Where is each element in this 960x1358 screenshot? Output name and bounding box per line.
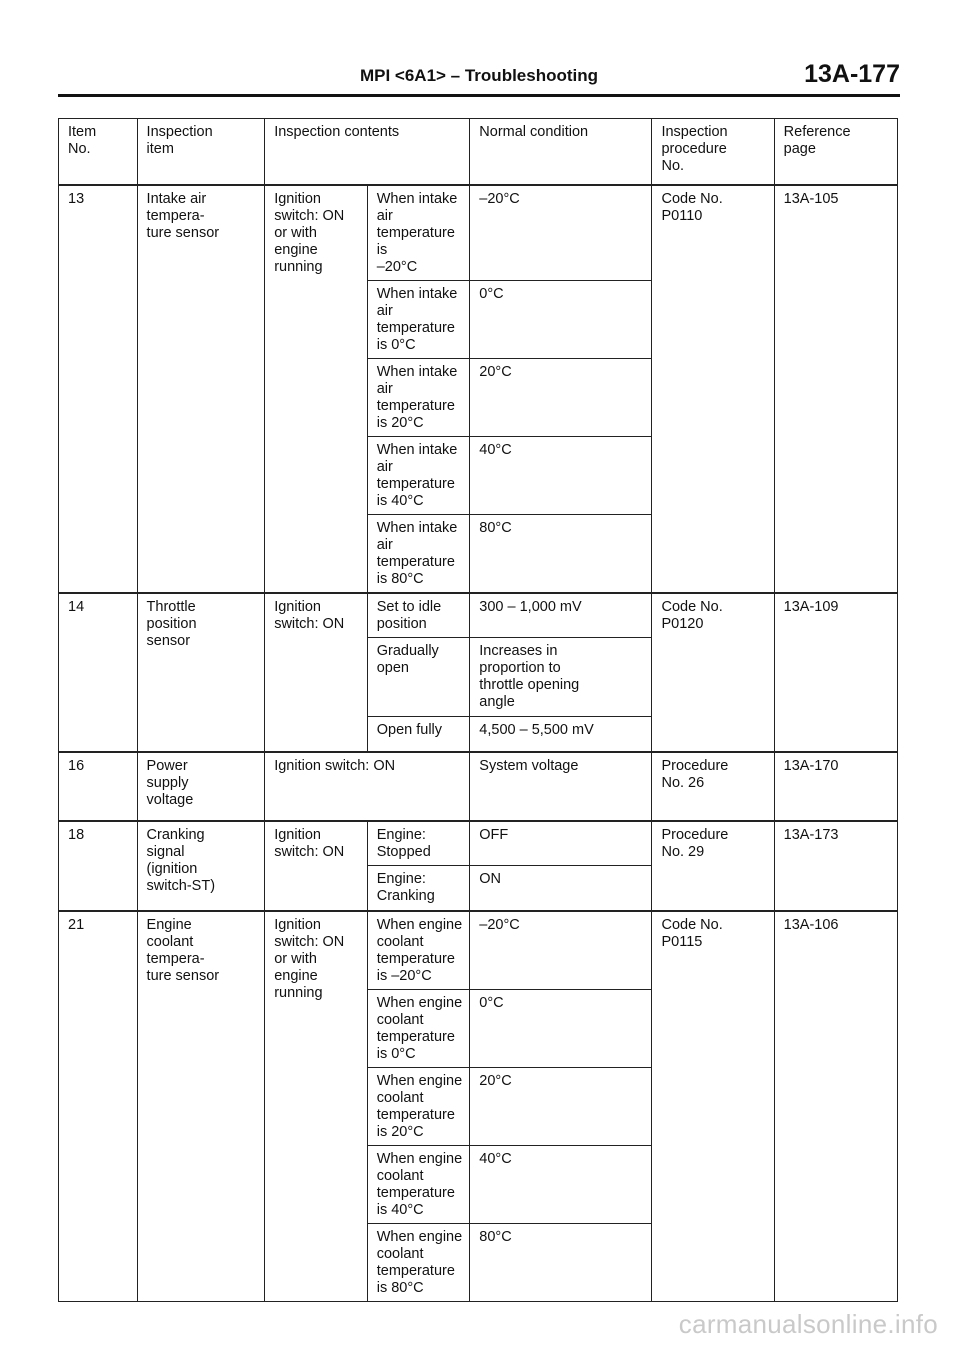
table-row: [59, 593, 898, 638]
page-number: 13A-177: [804, 60, 900, 88]
inspection-procedure: Code No. P0115: [652, 911, 774, 1302]
inspection-condition: Ignition switch: ON: [265, 821, 368, 911]
item-number: 13: [59, 185, 138, 593]
normal-condition: 0°C: [470, 281, 652, 359]
inspection-sub-condition: Open fully: [367, 717, 470, 753]
item-number: 16: [59, 752, 138, 821]
inspection-condition: Ignition switch: ON: [265, 752, 470, 821]
normal-condition: 40°C: [470, 437, 652, 515]
inspection-item: Power supply voltage: [137, 752, 265, 821]
header-reference-page: Reference page: [774, 119, 897, 186]
normal-condition: –20°C: [470, 911, 652, 990]
inspection-sub-condition: When intake air temperature is 20°C: [367, 359, 470, 437]
inspection-sub-condition: When intake air temperature is 40°C: [367, 437, 470, 515]
inspection-item: Cranking signal (ignition switch-ST): [137, 821, 265, 911]
normal-condition: 300 – 1,000 mV: [470, 593, 652, 638]
normal-condition: 0°C: [470, 990, 652, 1068]
item-number: 18: [59, 821, 138, 911]
table-header-row: [59, 119, 898, 186]
inspection-item: Throttle position sensor: [137, 593, 265, 752]
reference-page: 13A-173: [774, 821, 897, 911]
inspection-procedure: Code No. P0110: [652, 185, 774, 593]
inspection-sub-condition: When intake air temperature is 80°C: [367, 515, 470, 594]
inspection-sub-condition: When engine coolant temperature is 80°C: [367, 1224, 470, 1302]
normal-condition: –20°C: [470, 185, 652, 281]
normal-condition: ON: [470, 866, 652, 912]
inspection-sub-condition: When intake air temperature is 0°C: [367, 281, 470, 359]
inspection-sub-condition: When engine coolant temperature is 20°C: [367, 1068, 470, 1146]
reference-page: 13A-170: [774, 752, 897, 821]
inspection-sub-condition: Engine: Stopped: [367, 821, 470, 866]
normal-condition: 4,500 – 5,500 mV: [470, 717, 652, 753]
header-inspection-item: Inspection item: [137, 119, 265, 186]
inspection-item: Intake air tempera- ture sensor: [137, 185, 265, 593]
reference-page: 13A-105: [774, 185, 897, 593]
inspection-sub-condition: Engine: Cranking: [367, 866, 470, 912]
item-number: 21: [59, 911, 138, 1302]
header-item-no: Item No.: [59, 119, 138, 186]
page-title: MPI <6A1> – Troubleshooting: [359, 66, 599, 85]
inspection-condition: Ignition switch: ON or with engine running: [265, 185, 368, 593]
normal-condition: System voltage: [470, 752, 652, 821]
page-header: [58, 60, 900, 97]
table-row: [59, 911, 898, 990]
inspection-sub-condition: When engine coolant temperature is –20°C: [367, 911, 470, 990]
reference-page: 13A-109: [774, 593, 897, 752]
watermark: carmanualsonline.info: [678, 1309, 938, 1339]
inspection-item: Engine coolant tempera- ture sensor: [137, 911, 265, 1302]
normal-condition: 80°C: [470, 515, 652, 594]
normal-condition: 20°C: [470, 359, 652, 437]
troubleshooting-table: [58, 118, 898, 1302]
inspection-procedure: Code No. P0120: [652, 593, 774, 752]
reference-page: 13A-106: [774, 911, 897, 1302]
normal-condition: 80°C: [470, 1224, 652, 1302]
normal-condition: OFF: [470, 821, 652, 866]
normal-condition: 20°C: [470, 1068, 652, 1146]
inspection-sub-condition: When engine coolant temperature is 40°C: [367, 1146, 470, 1224]
inspection-procedure: Procedure No. 29: [652, 821, 774, 911]
inspection-condition: Ignition switch: ON or with engine running: [265, 911, 368, 1302]
item-number: 14: [59, 593, 138, 752]
header-normal-condition: Normal condition: [470, 119, 652, 186]
inspection-sub-condition: Set to idle position: [367, 593, 470, 638]
inspection-procedure: Procedure No. 26: [652, 752, 774, 821]
table-row: [59, 185, 898, 281]
inspection-sub-condition: Gradually open: [367, 638, 470, 717]
inspection-condition: Ignition switch: ON: [265, 593, 368, 752]
normal-condition: Increases in proportion to throttle opening angle: [470, 638, 652, 717]
table-row: [59, 821, 898, 866]
header-inspection-contents: Inspection contents: [265, 119, 470, 186]
inspection-sub-condition: When intake air temperature is –20°C: [367, 185, 470, 281]
table-row: [59, 752, 898, 821]
inspection-sub-condition: When engine coolant temperature is 0°C: [367, 990, 470, 1068]
header-inspection-procedure: Inspection procedure No.: [652, 119, 774, 186]
normal-condition: 40°C: [470, 1146, 652, 1224]
